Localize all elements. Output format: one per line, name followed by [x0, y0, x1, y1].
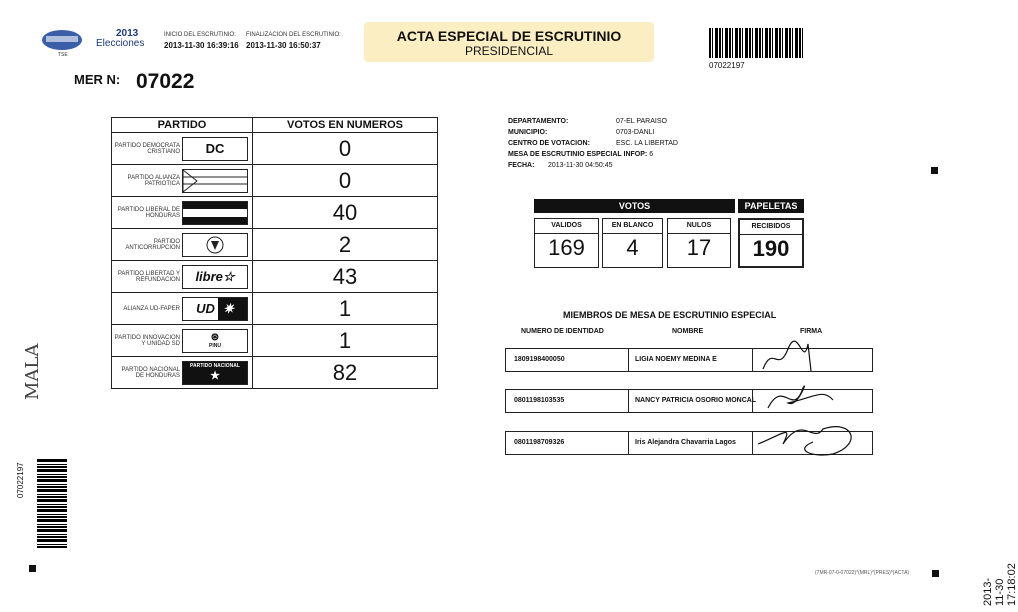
party-row	[112, 325, 438, 357]
validos-value: 169	[548, 235, 585, 260]
party-row	[112, 261, 438, 293]
votos-header: VOTOS EN NUMEROS	[253, 118, 438, 133]
departamento-label: DEPARTAMENTO:	[508, 118, 569, 125]
fecha-label: FECHA:	[508, 162, 535, 169]
liberal-flag-icon	[182, 201, 248, 225]
municipio-value: 0703-DANLI	[616, 129, 655, 136]
member-row	[505, 348, 873, 372]
registration-mark	[931, 167, 938, 174]
libre-logo: libre	[195, 269, 223, 284]
party-logo-cell	[182, 293, 253, 325]
party-votes: 40	[253, 197, 438, 229]
party-name: PARTIDO LIBERTAD Y REFUNDACION	[112, 261, 183, 293]
signature	[752, 390, 873, 412]
member-name: LIGIA NOEMY MEDINA E	[628, 349, 753, 371]
dc-logo: DC	[182, 137, 248, 161]
votos-group-header: VOTOS	[534, 199, 735, 213]
party-name: PARTIDO NACIONAL DE HONDURAS	[112, 357, 183, 389]
party-row	[112, 293, 438, 325]
parties-header-row	[112, 118, 438, 133]
barcode-number: 07022197	[709, 61, 745, 70]
party-votes: 43	[253, 261, 438, 293]
party-logo-cell	[182, 197, 253, 229]
blanco-box	[602, 218, 663, 268]
party-name: PARTIDO ANTICORRUPCION	[112, 229, 183, 261]
centro-value: ESC. LA LIBERTAD	[616, 140, 678, 147]
party-row	[112, 165, 438, 197]
col-firma: FIRMA	[800, 328, 823, 335]
document-title-box	[364, 22, 654, 62]
partido-header: PARTIDO	[112, 118, 253, 133]
mer-value: 07022	[136, 70, 195, 93]
registration-mark	[932, 570, 939, 577]
svg-text:TSE: TSE	[58, 52, 68, 58]
member-row	[505, 431, 873, 455]
footer-code: (7MR-07-0-07022)*(MRL)*(PRES)*(ACTA)	[815, 570, 910, 576]
fin-label: FINALIZACION DEL ESCRUTINIO:	[246, 32, 341, 38]
party-votes: 82	[253, 357, 438, 389]
party-row	[112, 133, 438, 165]
party-logo-cell	[182, 133, 253, 165]
party-row	[112, 197, 438, 229]
sun-icon: ✷	[222, 300, 234, 316]
party-name: PARTIDO DEMOCRATA CRISTIANO	[112, 133, 183, 165]
party-logo-cell	[182, 357, 253, 389]
party-votes: 1	[253, 325, 438, 357]
party-logo-cell	[182, 325, 253, 357]
signature	[752, 349, 873, 371]
member-name: Iris Alejandra Chavarria Lagos	[628, 432, 753, 454]
member-id: 0801198103535	[514, 397, 565, 404]
parties-table	[111, 117, 438, 389]
party-votes: 2	[253, 229, 438, 261]
party-votes: 0	[253, 165, 438, 197]
centro-label: CENTRO DE VOTACION:	[508, 140, 590, 147]
party-logo-cell	[182, 261, 253, 293]
document-title: ACTA ESPECIAL DE ESCRUTINIO	[396, 28, 622, 44]
nulos-value: 17	[686, 235, 712, 260]
star-icon: ☆	[222, 268, 235, 284]
pinu-logo: PINU	[209, 343, 221, 349]
document-subtitle: PRESIDENCIAL	[464, 44, 554, 58]
party-name: PARTIDO ALIANZA PATRIOTICA	[112, 165, 183, 197]
party-logo-cell	[182, 165, 253, 197]
member-name: NANCY PATRICIA OSORIO MONCAL	[628, 390, 753, 412]
fin-value: 2013-11-30 16:50:37	[246, 41, 321, 50]
member-row	[505, 389, 873, 413]
recibidos-box	[738, 218, 804, 268]
blanco-value: 4	[626, 235, 639, 260]
side-barcode-number: 07022197	[16, 462, 25, 498]
mesa-value: 6	[649, 151, 654, 158]
party-votes: 0	[253, 133, 438, 165]
ud-logo: UD	[196, 301, 215, 316]
party-name: PARTIDO INNOVACION Y UNIDAD SD	[112, 325, 183, 357]
signature	[752, 432, 873, 454]
validos-box	[534, 218, 599, 268]
party-logo-cell	[182, 229, 253, 261]
party-row	[112, 357, 438, 389]
party-votes: 1	[253, 293, 438, 325]
pinu-emblem-icon: ⊛	[210, 332, 220, 343]
inicio-label: INICIO DEL ESCRUTINIO:	[164, 32, 236, 38]
party-name: ALIANZA UD-FAPER	[112, 293, 183, 325]
departamento-value: 07-EL PARAISO	[616, 118, 667, 125]
mesa-label: MESA DE ESCRUTINIO ESPECIAL INFOP:	[508, 151, 648, 158]
nulos-box	[667, 218, 731, 268]
anticorrupcion-emblem-icon	[182, 233, 248, 257]
barcode	[709, 28, 805, 58]
fecha-value: 2013-11-30 04:50:45	[548, 162, 613, 169]
location-info	[508, 116, 678, 171]
handwritten-note: MALA	[22, 343, 43, 400]
side-barcode	[37, 458, 67, 548]
alianza-flag-icon	[182, 169, 248, 193]
member-id: 1809198400050	[514, 356, 565, 363]
nacional-logo: PARTIDO NACIONAL	[190, 363, 240, 369]
tse-logo	[38, 26, 94, 58]
star-icon: ★	[210, 370, 220, 382]
papeletas-group-header: PAPELETAS	[738, 199, 804, 213]
col-nombre: NOMBRE	[672, 328, 704, 335]
recibidos-label: RECIBIDOS	[740, 220, 802, 235]
registration-mark	[29, 565, 36, 572]
scan-timestamp: 2013-11-30 17:18:02	[982, 563, 1018, 606]
member-id: 0801198709326	[514, 439, 565, 446]
nulos-label: NULOS	[668, 219, 730, 234]
validos-label: VALIDOS	[535, 219, 598, 234]
col-identidad: NUMERO DE IDENTIDAD	[521, 328, 604, 335]
municipio-label: MUNICIPIO:	[508, 129, 548, 136]
blanco-label: EN BLANCO	[603, 219, 662, 234]
elecciones-logo: Elecciones 2013	[96, 28, 145, 49]
party-name: PARTIDO LIBERAL DE HONDURAS	[112, 197, 183, 229]
inicio-value: 2013-11-30 16:39:16	[164, 41, 239, 50]
recibidos-value: 190	[752, 236, 790, 261]
party-row	[112, 229, 438, 261]
miembros-title: MIEMBROS DE MESA DE ESCRUTINIO ESPECIAL	[563, 310, 777, 320]
mer-label: MER N:	[74, 72, 121, 87]
